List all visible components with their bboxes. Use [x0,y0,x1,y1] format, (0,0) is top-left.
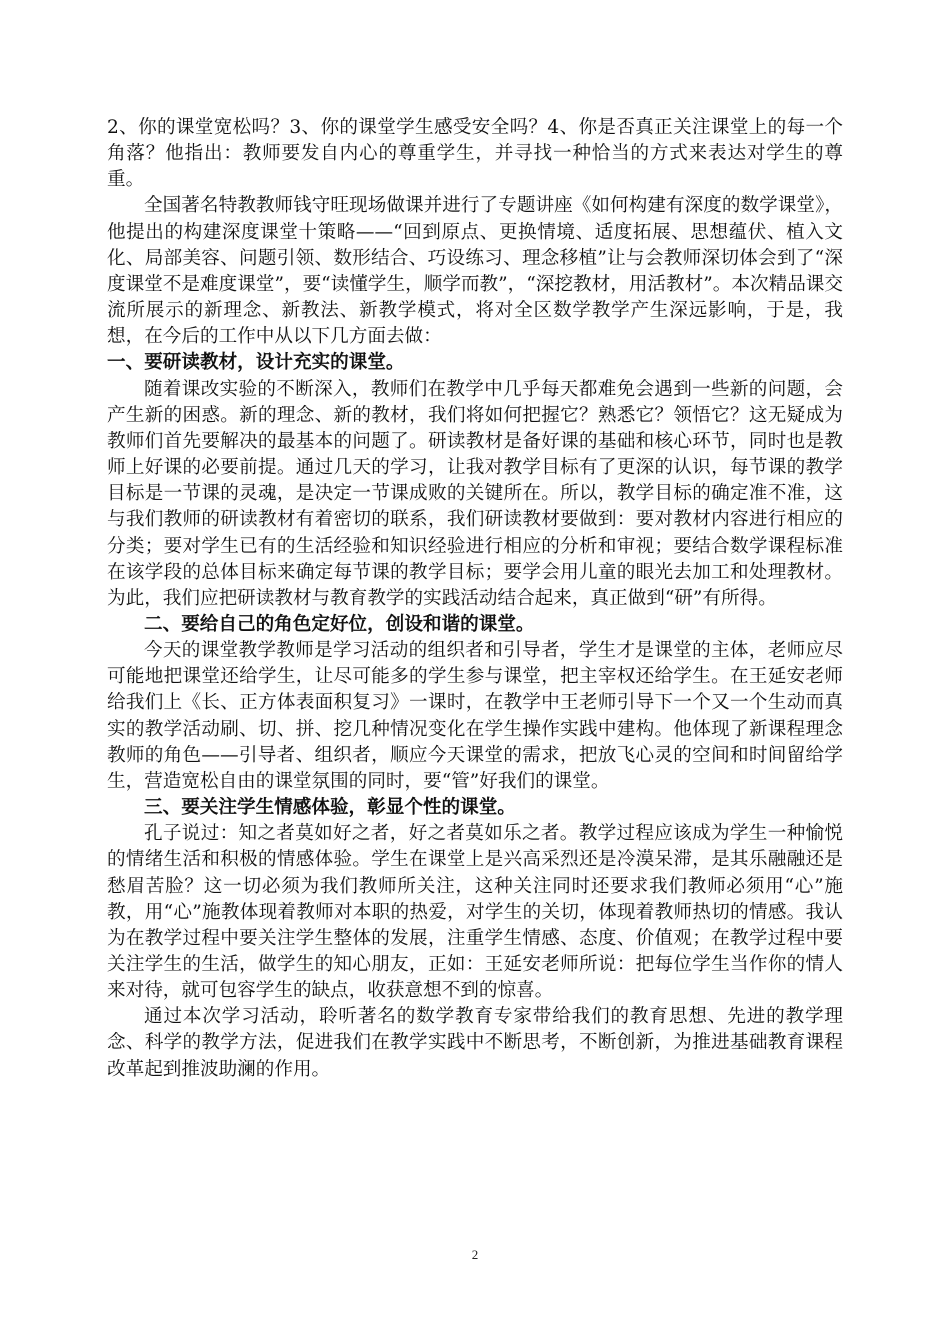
paragraph-emotional-experience: 孔子说过：知之者莫如好之者，好之者莫如乐之者。教学过程应该成为学生一种愉悦的情绪生活和积极的情感体验。学生在课堂上是兴高采烈还是冷漠呆滞，是其乐融融还是愁眉苦脸？这一切必须为我们教师所关注，这种关注同时还要求我们教师必须用“心”施教，用“心”施教体现着教师对本职的热爱，对学生的关切，体现着教师热切的情感。我认为在教学过程中要关注学生整体的发展，注重学生情感、态度、价值观；在教学过程中要关注学生的生活，做学生的知心朋友，正如：王延安老师所说：把每位学生当作你的情人来对待，就可包容学生的缺点，收获意想不到的惊喜。 [107,823,843,1002]
section-heading-3: 三、要关注学生情感体验，彰显个性的课堂。 [144,797,516,819]
page-number: 2 [471,1247,479,1262]
paragraph-intro-questions: 2、你的课堂宽松吗？3、你的课堂学生感受安全吗？4、你是否真正关注课堂上的每一个角落？他指出：教师要发自内心的尊重学生，并寻找一种恰当的方式来表达对学生的尊重。 [107,117,843,191]
paragraph-conclusion: 通过本次学习活动，聆听著名的数学教育专家带给我们的教育思想、先进的教学理念、科学的教学方法，促进我们在教学实践中不断思考，不断创新，为推进基础教育课程改革起到推波助澜的作用。 [107,1006,843,1080]
document-body [107,115,843,1083]
paragraph-study-textbook: 随着课改实验的不断深入，教师们在教学中几乎每天都难免会遇到一些新的问题，会产生新的困惑。新的理念、新的教材，我们将如何把握它？熟悉它？领悟它？这无疑成为教师们首先要解决的最基本的问题了。研读教材是备好课的基础和核心环节，同时也是教师上好课的必要前提。通过几天的学习，让我对教学目标有了更深的认识，每节课的教学目标是一节课的灵魂，是决定一节课成败的关键所在。所以，教学目标的确定准不准，这与我们教师的研读教材有着密切的联系，我们研读教材要做到：要对教材内容进行相应的分类；要对学生已有的生活经验和知识经验进行相应的分析和审视；要结合数学课程标准在该学段的总体目标来确定每节课的教学目标；要学会用儿童的眼光去加工和处理教材。为此，我们应把研读教材与教育教学的实践活动结合起来，真正做到“研”有所得。 [107,378,843,609]
section-heading-2: 二、要给自己的角色定好位，创设和谐的课堂。 [144,613,535,635]
section-heading-1: 一、要研读教材，设计充实的课堂。 [107,352,405,374]
paragraph-teacher-role: 今天的课堂教学教师是学习活动的组织者和引导者，学生才是课堂的主体，老师应尽可能地把课堂还给学生，让尽可能多的学生参与课堂，把主宰权还给学生。在王延安老师给我们上《长、正方体表面积复习》一课时，在教学中王老师引导下一个又一个生动而真实的教学活动刷、切、拼、挖几种情况变化在学生操作实践中建构。他体现了新课程理念教师的角色——引导者、组织者，顺应今天课堂的需求，把放飞心灵的空间和时间留给学生，营造宽松自由的课堂氛围的同时，要“管”好我们的课堂。 [107,640,843,792]
paragraph-qian-lecture: 全国著名特教教师钱守旺现场做课并进行了专题讲座《如何构建有深度的数学课堂》，他提出的构建深度课堂十策略——“回到原点、更换情境、适度拓展、思想蕴伏、植入文化、局部美容、问题引领、数形结合、巧设练习、理念移植”让与会教师深切体会到了“深度课堂不是难度课堂”，要“读懂学生，顺学而教”，“深挖教材，用活教材”。本次精品课交流所展示的新理念、新教法、新教学模式，将对全区数学教学产生深远影响，于是，我想，在今后的工作中从以下几方面去做： [107,195,843,348]
